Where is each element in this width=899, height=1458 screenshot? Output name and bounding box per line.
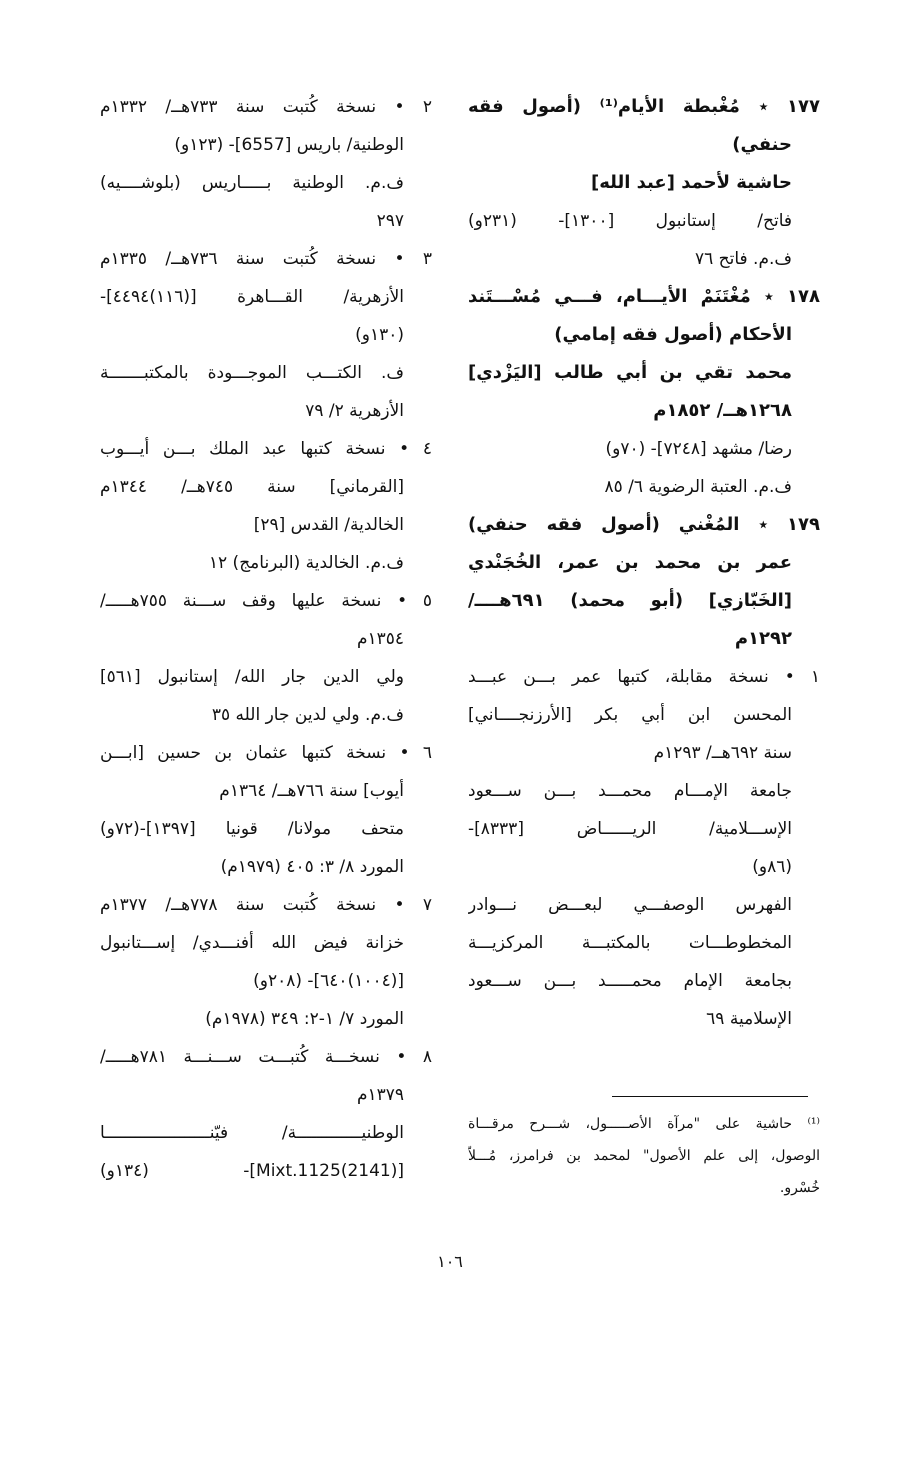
- right-column-line: المخطوطـــات بالمكتبـــة المركزيـــة: [468, 933, 792, 953]
- left-column-line: ٥ • نسخة عليها وقف ســـنة ٧٥٥هـــــ/: [100, 591, 432, 611]
- right-column-line: [الخَبّازي] (أبو محمد) ٦٩١هــــ/: [468, 590, 792, 611]
- left-column-line: ٣ • نسخة كُتبت سنة ٧٣٦هــ/ ١٣٣٥م: [100, 249, 432, 269]
- left-column-line: الأزهرية ٢/ ٧٩: [305, 401, 404, 421]
- right-column-line: ١٢٦٨هــ/ ١٨٥٢م: [653, 400, 792, 421]
- left-column-line: ٤ • نسخة كتبها عبد الملك بـــن أيـــوب: [100, 439, 432, 459]
- left-column-line: ٧ • نسخة كُتبت سنة ٧٧٨هــ/ ١٣٧٧م: [100, 895, 432, 915]
- footnote-line: الوصول، إلى علم الأصول" لمحمد بن فرامرز، مُـــلاّ: [468, 1148, 820, 1164]
- right-column-line: حنفي): [732, 134, 792, 155]
- footnotes: [468, 1108, 820, 1204]
- left-column-line: المورد ٧/ ١-٢: ٣٤٩ (١٩٧٨م): [205, 1009, 404, 1029]
- right-column-line: ١٧٨ ٭ مُغْتَنَمْ الأيـــام، فـــي مُسْـــتَند: [468, 286, 820, 307]
- left-column-line: متحف مولانا/ قونيا [١٣٩٧]-(٧٢و): [100, 819, 404, 839]
- right-column-line: محمد تقي بن أبي طالب [اليَزْدي]: [468, 362, 792, 383]
- left-column-line: ٢ • نسخة كُتبت سنة ٧٣٣هــ/ ١٣٣٢م: [100, 97, 432, 117]
- right-column-line: الأحكام (أصول فقه إمامي): [554, 324, 792, 345]
- right-column-line: الإسلامية ٦٩: [706, 1009, 792, 1029]
- right-column-line: رضا/ مشهد [٧٢٤٨]- (٧٠و): [605, 439, 792, 459]
- right-column-line: فاتح/ إستانبول [١٣٠٠]- (٢٣١و): [468, 211, 792, 231]
- left-column-line: الأزهرية/ القـــاهرة [(١١٦)٤٤٩٤]-: [100, 287, 404, 307]
- left-column-line: ولي الدين جار الله/ إستانبول [٥٦١]: [100, 667, 404, 687]
- left-column-line: ف.م. الوطنية بـــــاريس (بلوشــــيه): [100, 173, 404, 193]
- right-column-line: ف.م. فاتح ٧٦: [694, 249, 792, 269]
- right-column-line: جامعة الإمـــام محمـــد بـــن ســـعود: [468, 781, 792, 801]
- right-column-line: سنة ٦٩٢هــ/ ١٢٩٣م: [653, 743, 792, 763]
- right-column-line: ١٢٩٢م: [734, 628, 792, 649]
- right-column: [468, 88, 820, 1038]
- footnote-divider: [612, 1096, 808, 1097]
- left-column-line: ٦ • نسخة كتبها عثمان بن حسين [ابـــن: [100, 743, 432, 763]
- right-column-line: (٨٦و): [752, 857, 792, 877]
- right-column-line: عمر بن محمد بن عمر، الخُجَنْدي: [468, 552, 792, 573]
- left-column-line: الخالدية/ القدس [٢٩]: [253, 515, 404, 535]
- right-column-line: ١٧٩ ٭ المُغْني (أصول فقه حنفي): [468, 514, 820, 535]
- right-column-line: الإســـلامية/ الريــــــاض [٨٣٣٣]-: [468, 819, 792, 839]
- left-column-line: أيوب] سنة ٧٦٦هــ/ ١٣٦٤م: [219, 781, 404, 801]
- right-column-line: ١ • نسخة مقابلة، كتبها عمر بـــن عبـــد: [468, 667, 820, 687]
- left-column-line: [القرماني] سنة ٧٤٥هــ/ ١٣٤٤م: [100, 477, 404, 497]
- right-column-line: الفهرس الوصفـــي لبعـــض نـــوادر: [468, 895, 792, 915]
- left-column-line: خزانة فيض الله أفنـــدي/ إســـتانبول: [100, 933, 404, 953]
- right-column-line: المحسن ابن أبي بكر [الأرزنجــــاني]: [468, 705, 792, 725]
- left-column-line: الوطنية/ باريس [6557]- (١٢٣و): [174, 135, 404, 155]
- right-column-line: ف.م. العتبة الرضوية ٦/ ٨٥: [604, 477, 792, 497]
- left-column-line: ١٣٧٩م: [356, 1085, 404, 1105]
- page-number: ١٠٦: [437, 1252, 463, 1271]
- left-column: [100, 88, 432, 1190]
- right-column-line: ١٧٧ ٭ مُغْبطة الأيام⁽¹⁾ (أصول فقه: [468, 96, 820, 117]
- left-column-line: ٢٩٧: [376, 211, 404, 231]
- footnote-line: ⁽¹⁾ حاشية على "مرآة الأصـــــول، شـــرح مرقـــاة: [468, 1116, 820, 1132]
- left-column-line: (١٣٠و): [355, 325, 404, 345]
- right-column-line: حاشية لأحمد [عبد الله]: [590, 172, 792, 193]
- right-column-line: بجامعة الإمام محمـــــد بـــن ســـعود: [468, 971, 792, 991]
- left-column-line: المورد ٨/ ٣: ٤٠٥ (١٩٧٩م): [220, 857, 404, 877]
- left-column-line: ١٣٥٤م: [356, 629, 404, 649]
- left-column-line: ف.م. الخالدية (البرنامج) ١٢: [208, 553, 404, 573]
- left-column-line: الوطنيـــــــــــــة/ فيّنـــــــــــــــــــــا: [100, 1123, 404, 1143]
- left-column-line: [(١٠٠٤)٦٤٠]- (٢٠٨و): [253, 971, 404, 991]
- left-column-line: [(2141)Mixt.1125]- (١٣٤و): [100, 1161, 404, 1181]
- left-column-line: ف. الكتـــب الموجـــودة بالمكتبـــــــة: [100, 363, 404, 383]
- left-column-line: ف.م. ولي لدين جار الله ٣٥: [211, 705, 404, 725]
- left-column-line: ٨ • نسخـــة كُتبـــت ســـنـــة ٧٨١هـــــ/: [100, 1047, 432, 1067]
- footnote-line: خُسْرو.: [779, 1180, 820, 1196]
